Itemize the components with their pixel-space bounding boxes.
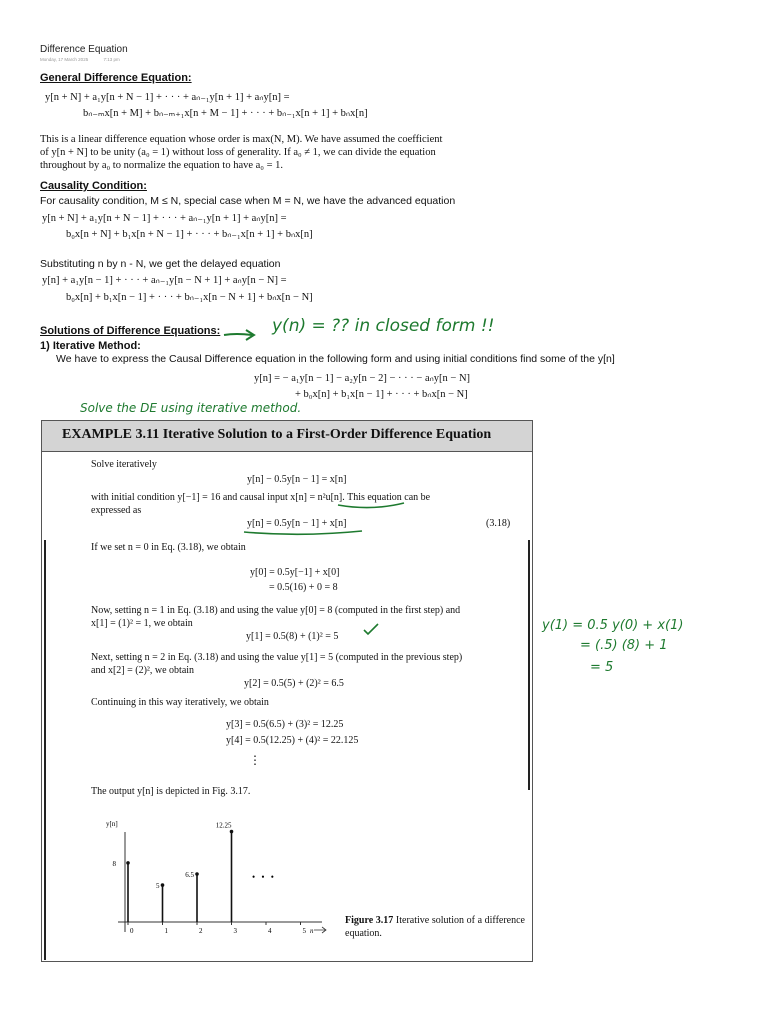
example-set0-text: If we set n = 0 in Eq. (3.18), we obtain [91, 542, 246, 553]
example-continue-text: Continuing in this way iteratively, we obtain [91, 697, 269, 708]
example-solve-text: Solve iteratively [91, 459, 157, 470]
page-date: Monday, 17 March 2025 [40, 57, 89, 62]
stem-point [161, 883, 165, 887]
page-margin-line [44, 540, 46, 960]
example-with-line1: with initial condition y[−1] = 16 and causal input x[n] = n²u[n]. This equation can be [91, 492, 431, 503]
ellipsis-dots: • • • [252, 872, 276, 882]
page-time: 7:13 pm [103, 57, 120, 62]
general-paragraph [40, 133, 500, 172]
stem-value-label: 12.25 [215, 821, 232, 830]
iterative-method-text: We have to express the Causal Difference equation in the following form and using initial conditions find some of the y[n] [56, 353, 615, 365]
y-axis-label: y[n] [106, 820, 118, 828]
general-para-line1: This is a linear difference equation whose order is max(N, M). We have assumed the coefficient [40, 134, 443, 145]
iterative-form-line2: + b₀x[n] + b₁x[n − 1] + · · · + bₙx[n − N] [295, 389, 468, 400]
figure-caption-text: Iterative solution of a difference equation. [345, 915, 525, 939]
x-tick-label: 1 [164, 927, 168, 935]
x-tick-label: 3 [233, 927, 237, 935]
stem-point [195, 872, 199, 876]
handwritten-side-line3: = 5 [590, 660, 614, 675]
example-y0-line1: y[0] = 0.5y[−1] + x[0] [250, 567, 340, 578]
causality-heading: Causality Condition: [40, 180, 147, 192]
general-eq-line1: y[n + N] + a₁y[n + N − 1] + · · · + aₙ₋₁y[n + 1] + aₙy[n] = [45, 92, 290, 103]
checkmark-icon [362, 622, 380, 636]
example-set2-line2: and x[2] = (2)², we obtain [91, 665, 195, 676]
x-axis-label: n [310, 927, 314, 935]
general-para-line3: throughout by a₀ to normalize the equation to have a₀ = 1. [40, 160, 284, 171]
handwritten-side-line2: = (.5) (8) + 1 [580, 638, 668, 653]
general-heading: General Difference Equation: [40, 72, 192, 84]
causality-text: For causality condition, M ≤ N, special case when M = N, we have the advanced equation [40, 195, 456, 207]
page-title: Difference Equation [40, 44, 128, 55]
stem-chart [100, 812, 340, 942]
iterative-method-heading: 1) Iterative Method: [40, 340, 141, 352]
x-tick-label: 0 [130, 927, 134, 935]
example-main-equation: y[n] − 0.5y[n − 1] = x[n] [247, 474, 347, 485]
example-eq-number: (3.18) [486, 518, 511, 529]
general-eq-line2: bₙ₋ₘx[n + M] + bₙ₋ₘ₊₁x[n + M − 1] + · · · + bₙ₋₁x[n + 1] + bₙx[n] [83, 108, 368, 119]
example-with-line2: expressed as [91, 505, 142, 516]
page-margin-line-right [528, 540, 530, 790]
handwritten-solve-note: Solve the DE using iterative method. [80, 401, 302, 415]
stem-point [230, 830, 234, 834]
example-y1: y[1] = 0.5(8) + (1)² = 5 [246, 631, 339, 642]
general-para-line2: of y[n + N] to be unity (a₀ = 1) without loss of generality. If a₀ ≠ 1, we can divide the equation [40, 147, 436, 158]
underline-eq-318 [242, 528, 366, 538]
stem-value-label: 5 [156, 882, 160, 891]
figure-caption-label: Figure 3.17 [345, 915, 394, 926]
example-set1-line1: Now, setting n = 1 in Eq. (3.18) and using the value y[0] = 8 (computed in the first step) and [91, 605, 461, 616]
arrow-icon [222, 326, 258, 342]
handwritten-side-line1: y(1) = 0.5 y(0) + x(1) [542, 618, 684, 633]
example-y2: y[2] = 0.5(5) + (2)² = 6.5 [244, 678, 344, 689]
causality-eq-line1: y[n + N] + a₁y[n + N − 1] + · · · + aₙ₋₁y[n + 1] + aₙy[n] = [42, 213, 287, 224]
example-set2-line1: Next, setting n = 2 in Eq. (3.18) and using the value y[1] = 5 (computed in the previous step) [91, 652, 463, 663]
example-y4: y[4] = 0.5(12.25) + (4)² = 22.125 [226, 735, 359, 746]
solutions-heading: Solutions of Difference Equations: [40, 325, 221, 337]
x-axis-arrow-icon [314, 927, 326, 933]
example-output-text: The output y[n] is depicted in Fig. 3.17. [91, 786, 251, 797]
example-eq-318: y[n] = 0.5y[n − 1] + x[n] [247, 518, 347, 529]
example-header [42, 421, 532, 452]
example-y0-line2: = 0.5(16) + 0 = 8 [269, 582, 338, 593]
stem-value-label: 6.5 [185, 871, 194, 879]
x-tick-label: 4 [268, 927, 272, 935]
example-title: EXAMPLE 3.11 Iterative Solution to a First-Order Difference Equation [62, 427, 492, 442]
stem-point [126, 861, 130, 865]
iterative-form-line1: y[n] = − a₁y[n − 1] − a₂y[n − 2] − · · · − aₙy[n − N] [254, 373, 471, 384]
stem-value-label: 8 [112, 859, 116, 868]
example-vdots: ⋮ [249, 753, 261, 767]
example-y3: y[3] = 0.5(6.5) + (3)² = 12.25 [226, 719, 344, 730]
x-tick-label: 2 [199, 927, 203, 935]
example-set1-line2: x[1] = (1)² = 1, we obtain [91, 618, 193, 629]
figure-caption [345, 914, 525, 940]
page-meta [40, 57, 134, 62]
substitution-text: Substituting n by n - N, we get the delayed equation [40, 258, 281, 270]
causality-eq-line2: b₀x[n + N] + b₁x[n + N − 1] + · · · + bₙ₋₁x[n + 1] + bₙx[n] [66, 229, 313, 240]
underline-input [336, 499, 408, 511]
handwritten-closed-form-note: y(n) = ?? in closed form !! [272, 316, 495, 336]
delayed-eq-line2: b₀x[n] + b₁x[n − 1] + · · · + bₙ₋₁x[n − N + 1] + bₙx[n − N] [66, 292, 313, 303]
delayed-eq-line1: y[n] + a₁y[n − 1] + · · · + aₙ₋₁y[n − N + 1] + aₙy[n − N] = [42, 275, 287, 286]
x-tick-label: 5 [302, 927, 306, 935]
